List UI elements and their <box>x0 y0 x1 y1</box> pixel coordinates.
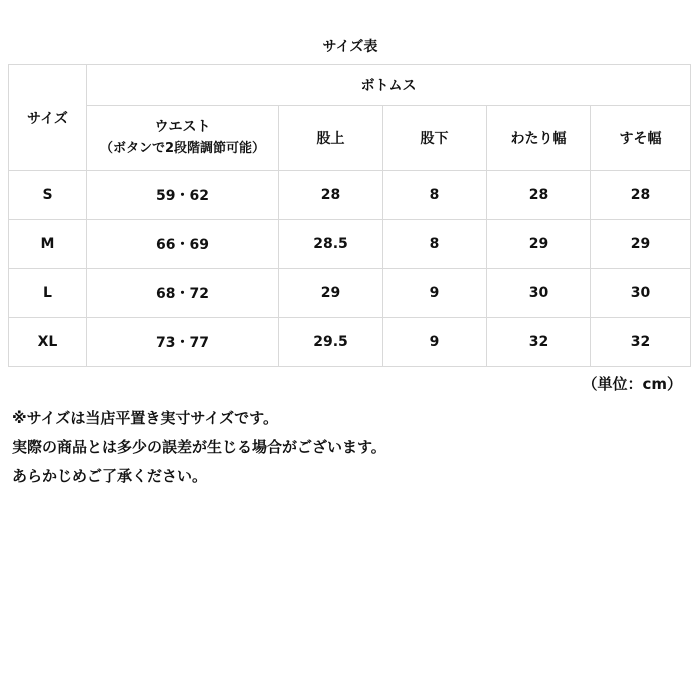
size-cell: M <box>9 220 87 269</box>
thigh-width-cell: 29 <box>487 220 591 269</box>
note-line: ※サイズは当店平置き実寸サイズです。 <box>12 409 278 427</box>
waist-label: ウエスト <box>154 119 211 135</box>
inseam-column-header: 股下 <box>383 106 487 171</box>
hem-width-cell: 32 <box>591 318 691 367</box>
inseam-cell: 9 <box>383 269 487 318</box>
table-row <box>9 220 691 269</box>
inseam-cell: 8 <box>383 171 487 220</box>
notes-block <box>12 404 386 491</box>
table-row <box>9 171 691 220</box>
bottoms-group-header: ボトムス <box>87 65 691 106</box>
thigh-width-column-header: わたり幅 <box>487 106 591 171</box>
note-line: 実際の商品とは多少の誤差が生じる場合がございます。 <box>12 438 386 456</box>
size-cell: L <box>9 269 87 318</box>
hem-width-cell: 28 <box>591 171 691 220</box>
table-subheader-row <box>9 106 691 171</box>
rise-cell: 29.5 <box>279 318 383 367</box>
size-cell: XL <box>9 318 87 367</box>
unit-label: （単位：cm） <box>582 375 682 393</box>
rise-cell: 28.5 <box>279 220 383 269</box>
waist-column-header <box>87 106 279 171</box>
table-row <box>9 318 691 367</box>
inseam-cell: 9 <box>383 318 487 367</box>
note-line: あらかじめご了承ください。 <box>12 467 208 485</box>
hem-width-column-header: すそ幅 <box>591 106 691 171</box>
waist-cell: 68・72 <box>87 269 279 318</box>
rise-cell: 28 <box>279 171 383 220</box>
size-column-header: サイズ <box>9 65 87 171</box>
waist-adjust-note: （ボタンで2段階調節可能） <box>99 141 266 156</box>
rise-column-header: 股上 <box>279 106 383 171</box>
thigh-width-cell: 30 <box>487 269 591 318</box>
thigh-width-cell: 28 <box>487 171 591 220</box>
size-cell: S <box>9 171 87 220</box>
waist-cell: 59・62 <box>87 171 279 220</box>
inseam-cell: 8 <box>383 220 487 269</box>
hem-width-cell: 29 <box>591 220 691 269</box>
table-header-row <box>9 65 691 106</box>
waist-cell: 73・77 <box>87 318 279 367</box>
size-table <box>8 64 691 367</box>
waist-cell: 66・69 <box>87 220 279 269</box>
table-row <box>9 269 691 318</box>
page-title: サイズ表 <box>322 39 378 55</box>
rise-cell: 29 <box>279 269 383 318</box>
hem-width-cell: 30 <box>591 269 691 318</box>
thigh-width-cell: 32 <box>487 318 591 367</box>
